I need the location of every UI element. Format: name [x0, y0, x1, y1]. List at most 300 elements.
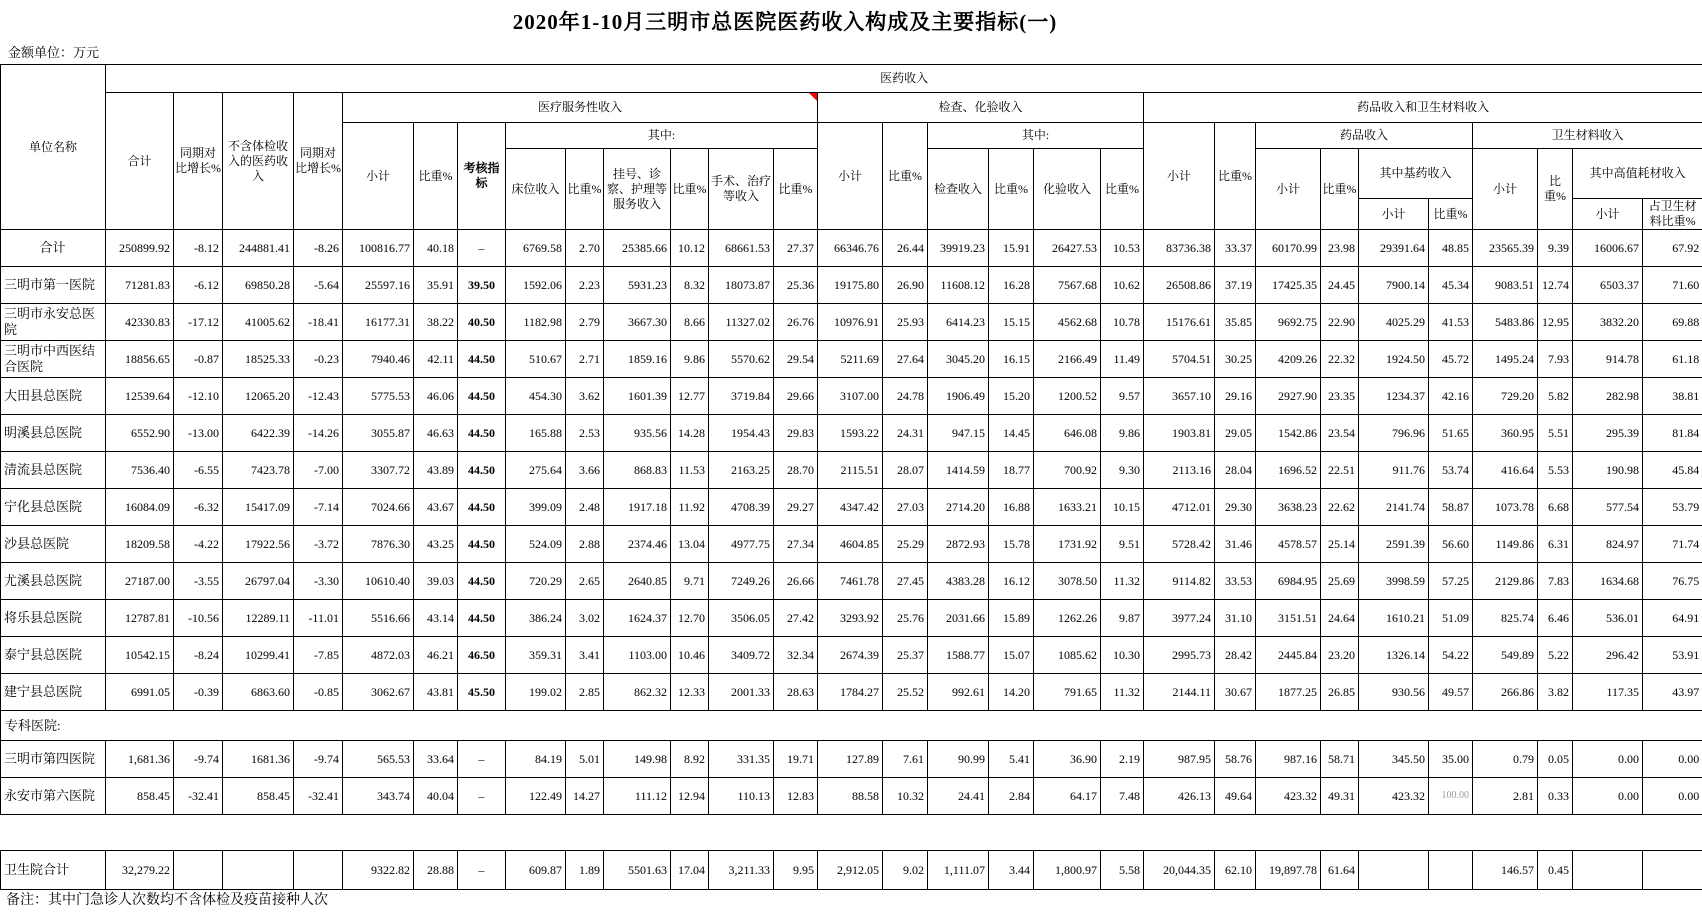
cell-svc-share: 43.67 — [414, 489, 458, 526]
cell-svc-share: 43.25 — [414, 526, 458, 563]
cell-highvalue-subtotal: 295.39 — [1573, 415, 1643, 452]
cell-exam: 90.99 — [928, 741, 989, 778]
cell-dm-subtotal: 26508.86 — [1144, 267, 1215, 304]
cell-lab: 1731.92 — [1034, 526, 1101, 563]
cell-drug-subtotal: 6984.95 — [1256, 563, 1321, 600]
cell-material-share: 0.05 — [1538, 741, 1573, 778]
cell-drug-share: 22.32 — [1321, 341, 1359, 378]
cell-exam-share: 15.91 — [989, 230, 1034, 267]
cell-reg-share: 13.04 — [671, 526, 709, 563]
cell-total: 42330.83 — [106, 304, 174, 341]
cell-examlab-subtotal: 2674.39 — [818, 637, 883, 674]
cell-exam: 11608.12 — [928, 267, 989, 304]
cell-reg: 1917.18 — [604, 489, 671, 526]
cell-yoy: -8.24 — [174, 637, 223, 674]
cell-dm-share: 29.30 — [1215, 489, 1256, 526]
cell-dm-subtotal: 5728.42 — [1144, 526, 1215, 563]
cell-dm-subtotal: 4712.01 — [1144, 489, 1215, 526]
cell-bed-share: 3.62 — [566, 378, 604, 415]
cell-basedrug-share: 51.65 — [1429, 415, 1473, 452]
cell-basedrug-share: 49.57 — [1429, 674, 1473, 711]
cell-lab-share: 9.57 — [1101, 378, 1144, 415]
cell-drug-subtotal: 1542.86 — [1256, 415, 1321, 452]
cell-basedrug-subtotal: 796.96 — [1359, 415, 1429, 452]
cell-material-share: 12.74 — [1538, 267, 1573, 304]
cell-lab: 1085.62 — [1034, 637, 1101, 674]
cell-surgery-share: 29.54 — [774, 341, 818, 378]
cell-basedrug-share: 57.25 — [1429, 563, 1473, 600]
cell-svc-subtotal: 343.74 — [343, 778, 414, 815]
cell-lab: 1,800.97 — [1034, 851, 1101, 890]
cell-yoy2: -7.14 — [294, 489, 343, 526]
header-basedrug-subtotal: 小计 — [1359, 199, 1429, 230]
cell-surgery: 18073.87 — [709, 267, 774, 304]
cell-excl-total — [223, 851, 294, 890]
cell-surgery-share: 28.70 — [774, 452, 818, 489]
header-assess: 考核指标 — [458, 123, 506, 230]
cell-lab: 2166.49 — [1034, 341, 1101, 378]
cell-exam: 39919.23 — [928, 230, 989, 267]
cell-yoy: -8.12 — [174, 230, 223, 267]
cell-bed: 84.19 — [506, 741, 566, 778]
cell-assess: 39.50 — [458, 267, 506, 304]
cell-highvalue-subtotal: 0.00 — [1573, 778, 1643, 815]
cell-dm-subtotal: 2113.16 — [1144, 452, 1215, 489]
cell-bed: 122.49 — [506, 778, 566, 815]
cell-svc-share: 46.06 — [414, 378, 458, 415]
cell-dm-subtotal: 1903.81 — [1144, 415, 1215, 452]
cell-svc-subtotal: 5775.53 — [343, 378, 414, 415]
cell-dm-subtotal: 2144.11 — [1144, 674, 1215, 711]
cell-bed-share: 2.65 — [566, 563, 604, 600]
row-header: 宁化县总医院 — [1, 489, 106, 526]
cell-dm-share: 62.10 — [1215, 851, 1256, 890]
cell-surgery: 4977.75 — [709, 526, 774, 563]
cell-surgery-share: 27.34 — [774, 526, 818, 563]
cell-examlab-share: 26.90 — [883, 267, 928, 304]
cell-drug-share: 58.71 — [1321, 741, 1359, 778]
cell-material-subtotal: 9083.51 — [1473, 267, 1538, 304]
cell-reg-share: 11.53 — [671, 452, 709, 489]
cell-surgery-share: 29.83 — [774, 415, 818, 452]
cell-surgery-share: 29.66 — [774, 378, 818, 415]
cell-material-subtotal: 416.64 — [1473, 452, 1538, 489]
header-exam-share: 比重% — [989, 149, 1034, 230]
cell-yoy2: -32.41 — [294, 778, 343, 815]
cell-basedrug-share: 100.00 — [1429, 778, 1473, 815]
cell-basedrug-share: 54.22 — [1429, 637, 1473, 674]
cell-drug-share: 24.64 — [1321, 600, 1359, 637]
cell-drug-subtotal: 4209.26 — [1256, 341, 1321, 378]
cell-bed-share: 2.23 — [566, 267, 604, 304]
header-drug-share: 比重% — [1321, 149, 1359, 230]
cell-highvalue-share — [1643, 851, 1702, 890]
cell-yoy2: -9.74 — [294, 741, 343, 778]
cell-material-share: 3.82 — [1538, 674, 1573, 711]
cell-bed-share: 14.27 — [566, 778, 604, 815]
cell-basedrug-subtotal: 7900.14 — [1359, 267, 1429, 304]
cell-lab: 1262.26 — [1034, 600, 1101, 637]
cell-basedrug-share — [1429, 851, 1473, 890]
cell-drug-share: 22.90 — [1321, 304, 1359, 341]
cell-bed: 199.02 — [506, 674, 566, 711]
cell-material-subtotal: 549.89 — [1473, 637, 1538, 674]
cell-examlab-share: 27.64 — [883, 341, 928, 378]
cell-surgery-share: 27.37 — [774, 230, 818, 267]
header-reg: 挂号、诊察、护理等服务收入 — [604, 149, 671, 230]
cell-examlab-share: 28.07 — [883, 452, 928, 489]
header-svc-share: 比重% — [414, 123, 458, 230]
footnote: 备注：其中门急诊人次数均不含体检及疫苗接种人次 — [6, 893, 328, 908]
cell-lab-share: 11.32 — [1101, 674, 1144, 711]
cell-highvalue-subtotal: 824.97 — [1573, 526, 1643, 563]
cell-examlab-subtotal: 4604.85 — [818, 526, 883, 563]
row-header: 永安市第六医院 — [1, 778, 106, 815]
cell-exam-share: 5.41 — [989, 741, 1034, 778]
cell-bed: 510.67 — [506, 341, 566, 378]
row-header: 清流县总医院 — [1, 452, 106, 489]
table-row — [1, 378, 1702, 415]
cell-basedrug-share: 56.60 — [1429, 526, 1473, 563]
cell-total: 32,279.22 — [106, 851, 174, 890]
header-bed: 床位收入 — [506, 149, 566, 230]
cell-excl-total: 6422.39 — [223, 415, 294, 452]
cell-drug-share: 25.69 — [1321, 563, 1359, 600]
cell-material-share: 5.82 — [1538, 378, 1573, 415]
table-row — [1, 741, 1702, 778]
row-header: 合计 — [1, 230, 106, 267]
cell-svc-subtotal: 4872.03 — [343, 637, 414, 674]
cell-basedrug-subtotal: 2141.74 — [1359, 489, 1429, 526]
row-header: 建宁县总医院 — [1, 674, 106, 711]
cell-drug-subtotal: 1877.25 — [1256, 674, 1321, 711]
cell-reg: 1859.16 — [604, 341, 671, 378]
header-dm-subtotal: 小计 — [1144, 123, 1215, 230]
cell-svc-subtotal: 5516.66 — [343, 600, 414, 637]
header-exam-lab: 检查、化验收入 — [818, 93, 1144, 123]
cell-drug-share: 23.54 — [1321, 415, 1359, 452]
cell-bed: 399.09 — [506, 489, 566, 526]
cell-svc-share: 43.89 — [414, 452, 458, 489]
cell-examlab-share: 7.61 — [883, 741, 928, 778]
header-drug: 药品收入 — [1256, 123, 1473, 149]
cell-lab-share: 10.15 — [1101, 489, 1144, 526]
header-total: 合计 — [106, 93, 174, 230]
cell-bed: 6769.58 — [506, 230, 566, 267]
cell-svc-share: 43.81 — [414, 674, 458, 711]
cell-svc-share: 42.11 — [414, 341, 458, 378]
cell-assess: 40.50 — [458, 304, 506, 341]
cell-surgery-share: 27.42 — [774, 600, 818, 637]
cell-reg-share: 12.94 — [671, 778, 709, 815]
cell-bed-share: 5.01 — [566, 741, 604, 778]
header-examlab-subtotal: 小计 — [818, 123, 883, 230]
cell-examlab-share: 25.52 — [883, 674, 928, 711]
cell-exam-share: 16.88 — [989, 489, 1034, 526]
cell-lab: 64.17 — [1034, 778, 1101, 815]
cell-reg: 862.32 — [604, 674, 671, 711]
cell-bed: 1592.06 — [506, 267, 566, 304]
cell-bed-share: 2.88 — [566, 526, 604, 563]
header-bed-share: 比重% — [566, 149, 604, 230]
cell-bed-share: 2.79 — [566, 304, 604, 341]
cell-assess: 44.50 — [458, 415, 506, 452]
header-lab: 化验收入 — [1034, 149, 1101, 230]
cell-assess: 44.50 — [458, 563, 506, 600]
cell-surgery-share: 19.71 — [774, 741, 818, 778]
cell-bed-share: 2.70 — [566, 230, 604, 267]
cell-examlab-share: 24.78 — [883, 378, 928, 415]
cell-examlab-subtotal: 5211.69 — [818, 341, 883, 378]
header-drug-subtotal: 小计 — [1256, 149, 1321, 230]
cell-excl-total: 244881.41 — [223, 230, 294, 267]
cell-dm-share: 58.76 — [1215, 741, 1256, 778]
cell-svc-subtotal: 10610.40 — [343, 563, 414, 600]
cell-bed: 609.87 — [506, 851, 566, 890]
cell-reg-share: 8.92 — [671, 741, 709, 778]
cell-exam: 4383.28 — [928, 563, 989, 600]
cell-dm-subtotal: 3657.10 — [1144, 378, 1215, 415]
cell-excl-total: 41005.62 — [223, 304, 294, 341]
cell-svc-share: 38.22 — [414, 304, 458, 341]
cell-exam-share: 3.44 — [989, 851, 1034, 890]
cell-svc-share: 40.18 — [414, 230, 458, 267]
row-header: 将乐县总医院 — [1, 600, 106, 637]
cell-lab-share: 9.87 — [1101, 600, 1144, 637]
cell-lab-share: 7.48 — [1101, 778, 1144, 815]
table-row — [1, 489, 1702, 526]
cell-basedrug-subtotal: 2591.39 — [1359, 526, 1429, 563]
header-unit-name: 单位名称 — [1, 65, 106, 230]
cell-total: 16084.09 — [106, 489, 174, 526]
cell-total: 250899.92 — [106, 230, 174, 267]
cell-bed-share: 3.41 — [566, 637, 604, 674]
cell-bed-share: 2.71 — [566, 341, 604, 378]
cell-surgery: 3,211.33 — [709, 851, 774, 890]
cell-exam-share: 16.12 — [989, 563, 1034, 600]
cell-highvalue-subtotal: 296.42 — [1573, 637, 1643, 674]
cell-lab-share: 10.53 — [1101, 230, 1144, 267]
cell-drug-share: 23.20 — [1321, 637, 1359, 674]
cell-lab-share: 9.51 — [1101, 526, 1144, 563]
cell-material-subtotal: 5483.86 — [1473, 304, 1538, 341]
cell-basedrug-subtotal: 29391.64 — [1359, 230, 1429, 267]
cell-material-share: 5.51 — [1538, 415, 1573, 452]
cell-highvalue-share: 71.74 — [1643, 526, 1702, 563]
cell-dm-subtotal: 2995.73 — [1144, 637, 1215, 674]
cell-yoy: -6.55 — [174, 452, 223, 489]
cell-basedrug-share: 48.85 — [1429, 230, 1473, 267]
cell-drug-share: 22.62 — [1321, 489, 1359, 526]
cell-material-subtotal: 1495.24 — [1473, 341, 1538, 378]
cell-dm-share: 28.04 — [1215, 452, 1256, 489]
cell-bed: 165.88 — [506, 415, 566, 452]
cell-lab: 1200.52 — [1034, 378, 1101, 415]
header-share-of-material: 占卫生材料比重% — [1643, 199, 1702, 230]
cell-highvalue-share: 45.84 — [1643, 452, 1702, 489]
table-row — [1, 600, 1702, 637]
cell-drug-share: 24.45 — [1321, 267, 1359, 304]
cell-surgery-share: 32.34 — [774, 637, 818, 674]
cell-surgery-share: 29.27 — [774, 489, 818, 526]
cell-total: 6991.05 — [106, 674, 174, 711]
cell-dm-subtotal: 9114.82 — [1144, 563, 1215, 600]
cell-bed: 454.30 — [506, 378, 566, 415]
header-surgery: 手术、治疗等收入 — [709, 149, 774, 230]
cell-basedrug-subtotal: 1610.21 — [1359, 600, 1429, 637]
cell-examlab-subtotal: 1784.27 — [818, 674, 883, 711]
table-body — [1, 230, 1702, 890]
cell-yoy2: -0.85 — [294, 674, 343, 711]
cell-bed-share: 2.85 — [566, 674, 604, 711]
table-row — [1, 563, 1702, 600]
cell-basedrug-share: 53.74 — [1429, 452, 1473, 489]
cell-examlab-subtotal: 66346.76 — [818, 230, 883, 267]
cell-yoy: -32.41 — [174, 778, 223, 815]
cell-bed: 1182.98 — [506, 304, 566, 341]
cell-yoy2 — [294, 851, 343, 890]
cell-material-share: 7.93 — [1538, 341, 1573, 378]
cell-yoy2: -7.00 — [294, 452, 343, 489]
cell-lab-share: 10.78 — [1101, 304, 1144, 341]
table-row — [1, 637, 1702, 674]
cell-exam-share: 16.15 — [989, 341, 1034, 378]
header-svc-among: 其中: — [506, 123, 818, 149]
header-material-share: 比重% — [1538, 149, 1573, 230]
cell-highvalue-subtotal: 914.78 — [1573, 341, 1643, 378]
cell-exam-share: 14.45 — [989, 415, 1034, 452]
cell-basedrug-subtotal: 1924.50 — [1359, 341, 1429, 378]
cell-highvalue-share: 53.91 — [1643, 637, 1702, 674]
cell-surgery-share: 12.83 — [774, 778, 818, 815]
cell-lab: 36.90 — [1034, 741, 1101, 778]
cell-highvalue-subtotal: 3832.20 — [1573, 304, 1643, 341]
header-service-income-label: 医疗服务性收入 — [537, 100, 622, 114]
header-surgery-share: 比重% — [774, 149, 818, 230]
cell-assess: 44.50 — [458, 452, 506, 489]
cell-exam-share: 15.15 — [989, 304, 1034, 341]
cell-drug-share: 22.51 — [1321, 452, 1359, 489]
cell-material-subtotal: 2129.86 — [1473, 563, 1538, 600]
cell-dm-subtotal: 987.95 — [1144, 741, 1215, 778]
cell-surgery: 1954.43 — [709, 415, 774, 452]
cell-dm-share: 31.10 — [1215, 600, 1256, 637]
cell-highvalue-share: 38.81 — [1643, 378, 1702, 415]
cell-drug-subtotal: 17425.35 — [1256, 267, 1321, 304]
cell-excl-total: 12289.11 — [223, 600, 294, 637]
cell-lab-share: 11.32 — [1101, 563, 1144, 600]
cell-svc-share: 33.64 — [414, 741, 458, 778]
section-row — [1, 711, 1702, 741]
table-row — [1, 341, 1702, 378]
cell-bed: 720.29 — [506, 563, 566, 600]
cell-lab: 646.08 — [1034, 415, 1101, 452]
cell-drug-share: 23.35 — [1321, 378, 1359, 415]
cell-highvalue-subtotal: 6503.37 — [1573, 267, 1643, 304]
cell-excl-total: 26797.04 — [223, 563, 294, 600]
cell-reg: 25385.66 — [604, 230, 671, 267]
cell-surgery-share: 9.95 — [774, 851, 818, 890]
cell-excl-total: 18525.33 — [223, 341, 294, 378]
cell-dm-share: 31.46 — [1215, 526, 1256, 563]
cell-drug-subtotal: 19,897.78 — [1256, 851, 1321, 890]
cell-material-share: 6.68 — [1538, 489, 1573, 526]
table-row — [1, 778, 1702, 815]
cell-examlab-subtotal: 2115.51 — [818, 452, 883, 489]
cell-dm-share: 29.05 — [1215, 415, 1256, 452]
cell-examlab-share: 27.45 — [883, 563, 928, 600]
cell-excl-total: 15417.09 — [223, 489, 294, 526]
cell-highvalue-subtotal: 190.98 — [1573, 452, 1643, 489]
cell-basedrug-share: 51.09 — [1429, 600, 1473, 637]
cell-highvalue-share: 53.79 — [1643, 489, 1702, 526]
cell-surgery: 3719.84 — [709, 378, 774, 415]
table-row — [1, 304, 1702, 341]
header-examlab-share: 比重% — [883, 123, 928, 230]
cell-basedrug-share: 45.72 — [1429, 341, 1473, 378]
cell-svc-subtotal: 565.53 — [343, 741, 414, 778]
cell-dm-subtotal: 83736.38 — [1144, 230, 1215, 267]
cell-exam: 6414.23 — [928, 304, 989, 341]
cell-highvalue-share: 0.00 — [1643, 741, 1702, 778]
table-row — [1, 851, 1702, 890]
cell-reg-share: 10.46 — [671, 637, 709, 674]
cell-dm-share: 33.53 — [1215, 563, 1256, 600]
row-header: 大田县总医院 — [1, 378, 106, 415]
cell-examlab-subtotal: 19175.80 — [818, 267, 883, 304]
row-header: 卫生院合计 — [1, 851, 106, 890]
cell-examlab-subtotal: 3293.92 — [818, 600, 883, 637]
cell-material-subtotal: 729.20 — [1473, 378, 1538, 415]
cell-svc-share: 28.88 — [414, 851, 458, 890]
cell-svc-share: 46.21 — [414, 637, 458, 674]
section-label: 专科医院: — [1, 711, 1702, 741]
cell-bed-share: 1.89 — [566, 851, 604, 890]
cell-assess: 45.50 — [458, 674, 506, 711]
cell-exam-share: 14.20 — [989, 674, 1034, 711]
cell-lab: 3078.50 — [1034, 563, 1101, 600]
cell-examlab-share: 27.03 — [883, 489, 928, 526]
header-material: 卫生材料收入 — [1473, 123, 1702, 149]
cell-basedrug-share: 35.00 — [1429, 741, 1473, 778]
cell-reg-share: 10.12 — [671, 230, 709, 267]
cell-assess: – — [458, 230, 506, 267]
cell-yoy: -10.56 — [174, 600, 223, 637]
cell-yoy2: -14.26 — [294, 415, 343, 452]
cell-exam-share: 15.07 — [989, 637, 1034, 674]
cell-yoy: -6.12 — [174, 267, 223, 304]
cell-highvalue-share: 61.18 — [1643, 341, 1702, 378]
cell-reg: 3667.30 — [604, 304, 671, 341]
cell-dm-subtotal: 426.13 — [1144, 778, 1215, 815]
cell-basedrug-subtotal: 1234.37 — [1359, 378, 1429, 415]
row-header: 三明市永安总医院 — [1, 304, 106, 341]
cell-examlab-share: 24.31 — [883, 415, 928, 452]
cell-material-subtotal: 1149.86 — [1473, 526, 1538, 563]
cell-basedrug-subtotal — [1359, 851, 1429, 890]
cell-dm-share: 35.85 — [1215, 304, 1256, 341]
cell-surgery: 2001.33 — [709, 674, 774, 711]
cell-basedrug-subtotal: 911.76 — [1359, 452, 1429, 489]
row-header: 沙县总医院 — [1, 526, 106, 563]
cell-highvalue-subtotal: 117.35 — [1573, 674, 1643, 711]
cell-material-share: 9.39 — [1538, 230, 1573, 267]
unit-note: 金额单位：万元 — [8, 45, 100, 60]
cell-yoy: -4.22 — [174, 526, 223, 563]
cell-dm-share: 28.42 — [1215, 637, 1256, 674]
cell-material-subtotal: 146.57 — [1473, 851, 1538, 890]
cell-bed-share: 2.53 — [566, 415, 604, 452]
